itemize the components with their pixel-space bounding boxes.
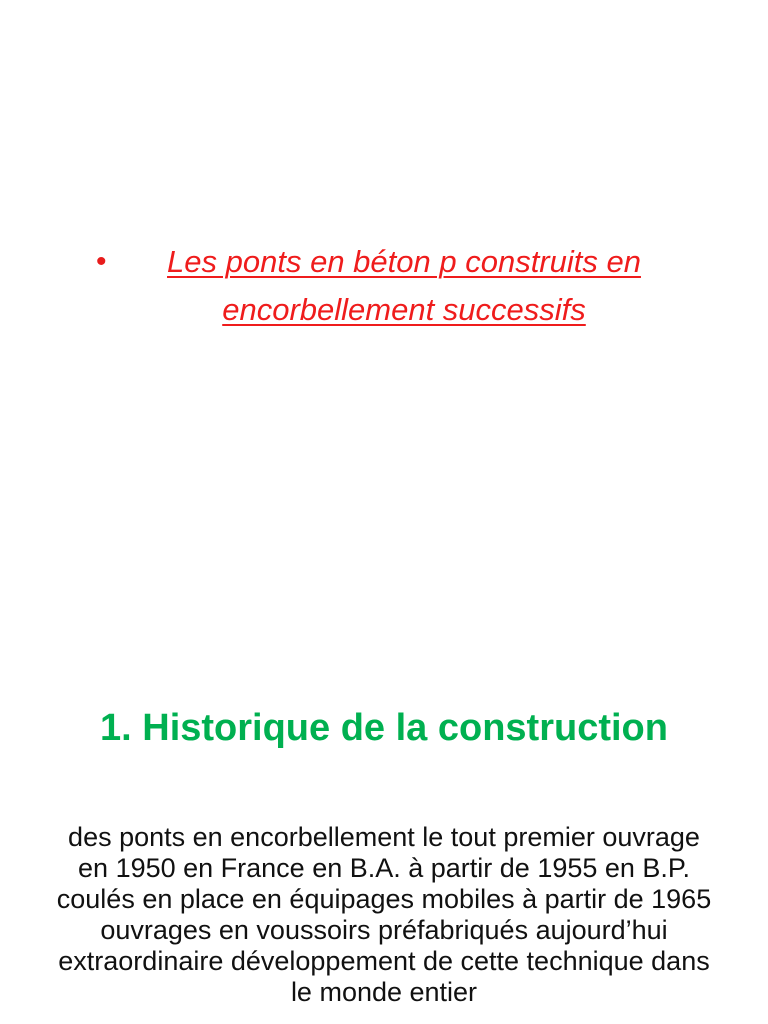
- bullet-title: Les ponts en béton p construits en encorbellement successifs: [167, 244, 641, 327]
- bullet-item: [96, 238, 716, 334]
- section-heading: 1. Historique de la construction: [100, 707, 668, 749]
- body-paragraph: des ponts en encorbellement le tout premier ouvrage en 1950 en France en B.A. à partir de 1955 en B.P. coulés en place en équipages mobiles à partir de 1965 ouvrages en voussoirs préfabriqués aujourd’hui extraordinaire développement de cette technique dans le monde entier: [56, 822, 712, 1007]
- bullet-marker: •: [96, 245, 107, 278]
